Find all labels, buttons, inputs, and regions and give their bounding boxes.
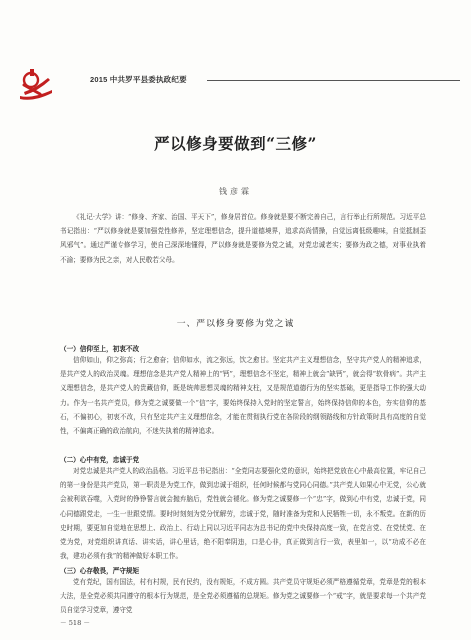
section-heading: 一、严以修身要修为党之诚 xyxy=(176,319,295,329)
article-title: 严以修身要做到“三修” xyxy=(154,134,317,153)
subsection-2-heading: （二）心中有党，忠诚于党 xyxy=(60,457,140,464)
running-header xyxy=(12,66,462,88)
subsection-1-heading: （一）信仰至上，初衷不改 xyxy=(60,346,140,353)
article-author: 钱彦霖 xyxy=(219,187,252,196)
subsection-2-paragraph: 对党忠诚是共产党人的政治品格。习近平总书记指出：“全党同志要强化党的意识，始终把党放在心中最高位置，牢记自己的第一身份是共产党员，第一职责是为党工作，做到忠诚于组织，任何时候都与党同心同德。”共产党人如果心中无党，公心就会被利欲吞噬，入党时的铮铮誓言就会抛弃脑后，党性就会褪化。修为党之诚要修一个“忠”字，做到心中有党，忠诚于党，同心同德跟党走，一生一世跟党情。要时时刻刻为党分忧解劳，忠诚于党，随时准备为党和人民牺牲一切，永不叛党。在新的历史时期，要更加自觉地在思想上、政治上、行动上同以习近平同志为总书记的党中央保持高度一致，在党言党、在党忧党、在党为党，对党组织讲真话、讲实话，讲心里话，绝不阳奉阴违，口是心非，真正做到言行一致，表里如一，以“功成不必在我，建功必须有我”的精神做好本职工作。 xyxy=(60,467,426,561)
subsection-3-heading: （三）心存敬畏，严守规矩 xyxy=(60,568,140,575)
intro-paragraph: 《礼记·大学》讲：“修身、齐家、治国、平天下”，修身居首位。修身就是要不断完善自己，言行举止行所规范。习近平总书记指出：“严以修身就是要加强党性修养，坚定理想信念，提升道德境界，追求高尚情操，自觉远离低级趣味，自觉抵制歪风邪气”。通过严谨专修学习，使自己深深地懂得，严以修身就是要修为党之诚，对党忠诚老实；要修为政之德，对事业执着不渝；要修为民之亲，对人民敬若父母。 xyxy=(60,213,426,264)
party-emblem-icon xyxy=(18,66,54,102)
header-title: 2015 中共罗平县委执政纪要 xyxy=(90,75,187,84)
page-number: － 518 － xyxy=(60,619,90,627)
header-divider xyxy=(207,80,460,81)
subsection-1-paragraph: 信仰如山，仰之弥高；行之愈奋；信仰如水，流之弥远，饮之愈甘。坚定共产主义理想信念，坚守共产党人的精神追求，是共产党人的政治灵魂。理想信念是共产党人精神上的“钙”，理想信念不坚定，精神上就会“缺钙”，就会得“软骨病”。共产主义理想信念，是共产党人的贵藏信仰，既是统帅思想灵魂的精神支柱，又是规范道德行为的坚实基础，更是指导工作的强大动力。作为一名共产党员，修为党之诚要做一个“信”字，要始终保持入党时的坚定誓言，始终保持信仰的本色，夯实信仰的基石，不偏初心，初衷不改，只有坚定共产主义理想信念，才能在贯彻执行党在各阶段的纲领路线和方针政策时具有高度的自觉性，不偏离正确的政治航向，不迷失执着的精神追求。 xyxy=(60,356,426,436)
subsection-3-paragraph: 党有党纪，国有国法，村有村规，民有民约，没有规矩，不成方圆。共产党员守规矩必须严格遵循党章，党章是党的根本大法，是全党必须共同遵守的根本行为规范，是全党必须遵循的总规矩。修为党之诚要修一个“戒”字，就是要求每一个共产党员自觉学习党章，遵守党 xyxy=(60,578,426,615)
